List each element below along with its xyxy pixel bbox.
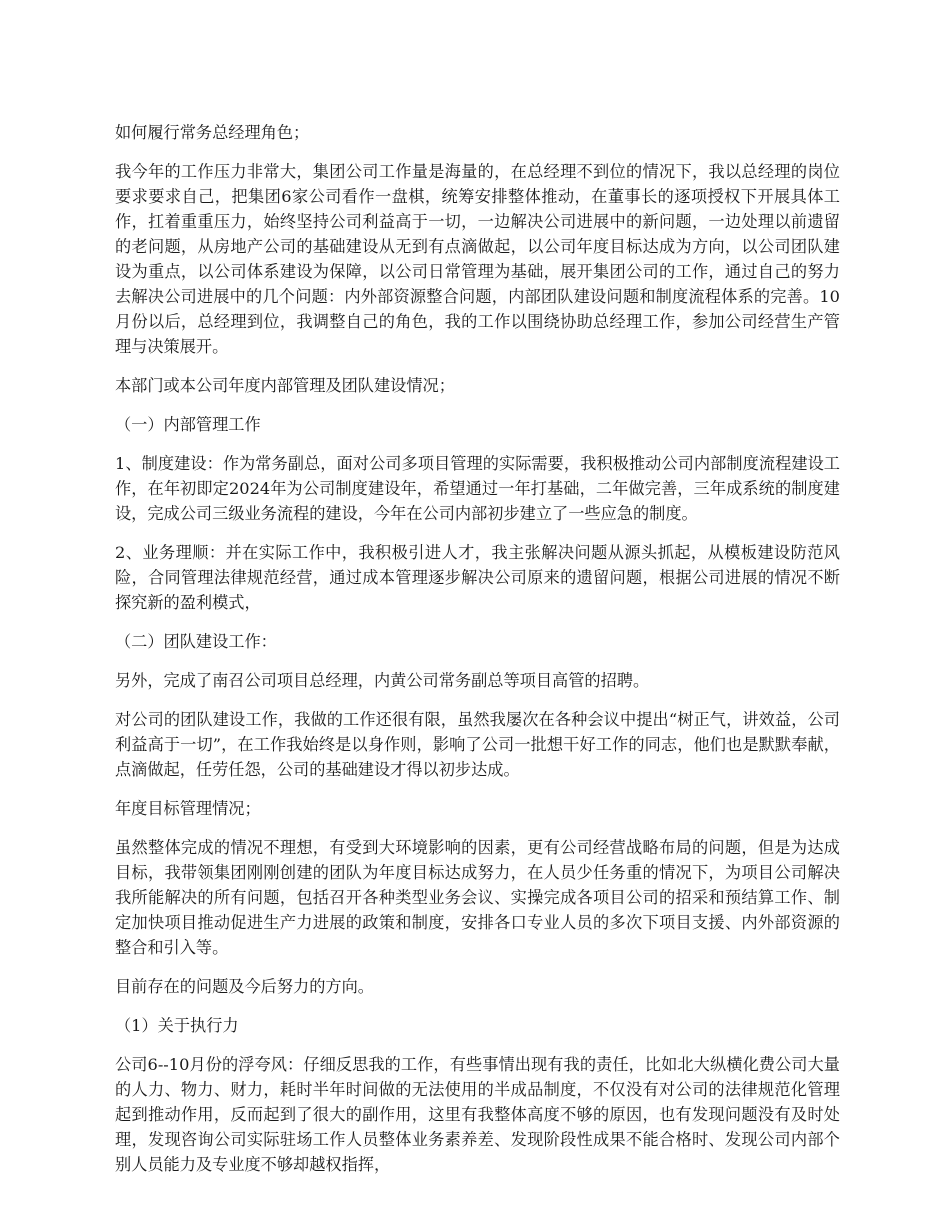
section-heading-internal-management: 本部门或本公司年度内部管理及团队建设情况； bbox=[115, 376, 455, 395]
subheading-execution: （1）关于执行力 bbox=[115, 1016, 239, 1035]
paragraph-business-streamlining: 2、业务理顺：并在实际工作中，我积极引进人才，我主张解决问题从源头抓起，从模板建设防范风险，合同管理法律规范经营，通过成本管理逐步解决公司原来的遗留问题，根据公司进展的情况不断探究新的盈利模式， bbox=[115, 543, 840, 612]
section-heading-problems: 目前存在的问题及今后努力的方向。 bbox=[115, 977, 374, 996]
paragraph-recruitment: 另外，完成了南召公司项目总经理，内黄公司常务副总等项目高管的招聘。 bbox=[115, 671, 650, 690]
paragraph-system-construction: 1、制度建设：作为常务副总，面对公司多项目管理的实际需要，我积极推动公司内部制度流程建设工作，在年初即定2024年为公司制度建设年，希望通过一年打基础，二年做完善，三年成系统的制度建设，完成公司三级业务流程的建设，今年在公司内部初步建立了一些应急的制度。 bbox=[115, 454, 840, 523]
subheading-internal-management-work: （一）内部管理工作 bbox=[115, 415, 261, 434]
subheading-team-building: （二）团队建设工作： bbox=[115, 632, 277, 651]
section-heading-role: 如何履行常务总经理角色； bbox=[115, 123, 310, 142]
document-body bbox=[115, 120, 840, 1191]
paragraph-annual-goals: 虽然整体完成的情况不理想，有受到大环境影响的因素，更有公司经营战略布局的问题，但是为达成目标，我带领集团刚刚创建的团队为年度目标达成努力，在人员少任务重的情况下，为项目公司解决我所能解决的所有问题，包括召开各种类型业务会议、实操完成各项目公司的招采和预结算工作、制定加快项目推动促进生产力进展的政策和制度，安排各口专业人员的多次下项目支援、内外部资源的整合和引入等。 bbox=[115, 838, 840, 957]
paragraph-team-building: 对公司的团队建设工作，我做的工作还很有限，虽然我屡次在各种会议中提出“树正气，讲效益，公司利益高于一切”，在工作我始终是以身作则，影响了公司一批想干好工作的同志，他们也是默默奉献，点滴做起，任劳任怨，公司的基础建设才得以初步达成。 bbox=[115, 710, 840, 779]
paragraph-work-pressure: 我今年的工作压力非常大，集团公司工作量是海量的，在总经理不到位的情况下，我以总经理的岗位要求要求自己，把集团6家公司看作一盘棋，统筹安排整体推动，在董事长的逐项授权下开展具体工作，扛着重重压力，始终坚持公司利益高于一切，一边解决公司进展中的新问题，一边处理以前遗留的老问题，从房地产公司的基础建设从无到有点滴做起，以公司年度目标达成为方向，以公司团队建设为重点，以公司体系建设为保障，以公司日常管理为基础，展开集团公司的工作，通过自己的努力去解决公司进展中的几个问题：内外部资源整合问题，内部团队建设问题和制度流程体系的完善。10月份以后，总经理到位，我调整自己的角色，我的工作以围绕协助总经理工作，参加公司经营生产管理与决策展开。 bbox=[115, 162, 840, 356]
section-heading-annual-goals: 年度目标管理情况； bbox=[115, 799, 261, 818]
paragraph-execution: 公司6--10月份的浮夸风：仔细反思我的工作，有些事情出现有我的责任，比如北大纵横化费公司大量的人力、物力、财力，耗时半年时间做的无法使用的半成品制度，不仅没有对公司的法律规范化管理起到推动作用，反而起到了很大的副作用，这里有我整体高度不够的原因，也有发现问题没有及时处理，发现咨询公司实际驻场工作人员整体业务素养差、发现阶段性成果不能合格时、发现公司内部个别人员能力及专业度不够却越权指挥， bbox=[115, 1055, 840, 1174]
